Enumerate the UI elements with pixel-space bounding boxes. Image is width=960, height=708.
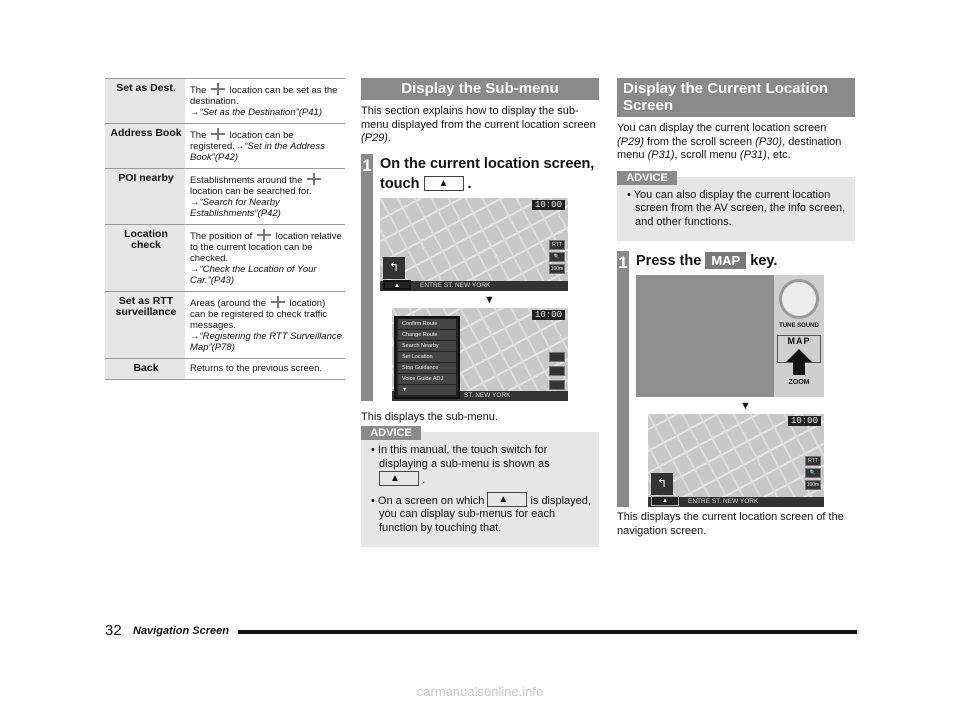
footer-title: Navigation Screen <box>133 625 229 637</box>
page-ref-link[interactable]: (P30) <box>755 135 783 148</box>
result-text: This displays the current location screen of the navigation screen. <box>617 511 844 537</box>
submenu-key-icon: ▲ <box>383 280 411 290</box>
menu-item: Stop Guidance <box>398 363 456 373</box>
step-1 <box>617 251 855 507</box>
row-desc: Areas (around the location) can be registered to check traffic messages. →“Registering the RTT Surveillance Map”(P78) <box>185 292 345 359</box>
advice-item: • You can also display the current location screen from the AV screen, the info screen, and other functions. <box>627 188 846 228</box>
page-ref-link[interactable]: (P29) <box>617 135 644 148</box>
map-key-icon: MAP <box>705 252 746 269</box>
scale-button: 100m <box>806 482 820 488</box>
row-key: Address Book <box>105 124 185 169</box>
row-desc: The location can be registered.→“Set in the Address Book”(P42) <box>185 124 345 169</box>
side-button <box>549 380 565 390</box>
cross-cursor-icon <box>256 229 272 241</box>
row-desc: Establishments around the location can be searched for. →“Search for Nearby Establishments”(P42) <box>185 169 345 225</box>
page-number: 32 <box>105 622 122 639</box>
step-number: 1 <box>617 251 629 507</box>
page-ref-link[interactable]: →“Set as the Destination”(P41) <box>190 107 323 118</box>
step-number: 1 <box>361 154 373 401</box>
advice-label: ADVICE <box>617 171 677 185</box>
watermark: carmanualsonline.info <box>416 684 544 699</box>
row-desc: The location can be set as the destination. →“Set as the Destination”(P41) <box>185 79 345 124</box>
rtt-button: RTT <box>549 240 565 250</box>
zoom-icon: 🔍 <box>805 468 821 478</box>
submenu-list <box>394 316 460 399</box>
side-button <box>549 366 565 376</box>
street-name: ENTRE ST. NEW YORK <box>648 497 824 507</box>
section-heading: Display the Sub-menu <box>361 78 599 100</box>
zoom-icon: 🔍 <box>549 252 565 262</box>
turn-arrow-icon: ↰ <box>651 473 673 495</box>
rtt-button: RTT <box>805 456 821 466</box>
turn-arrow-icon: ↰ <box>383 257 405 279</box>
cross-cursor-icon <box>306 173 322 185</box>
table-row <box>105 292 345 359</box>
zoom-label: ZOOM <box>788 379 810 386</box>
down-arrow-icon: ▼ <box>740 400 751 412</box>
clock-display: 10:00 <box>532 310 565 320</box>
cross-cursor-icon <box>210 83 226 95</box>
side-button <box>549 352 565 362</box>
submenu-key-icon: ▲ <box>424 176 464 191</box>
knob-icon <box>779 279 819 319</box>
step-1 <box>361 154 599 401</box>
row-key: Set as Dest. <box>105 79 185 124</box>
street-name: ENTRE ST. NEW YORK <box>380 281 568 291</box>
page-footer <box>105 622 857 642</box>
page-ref-link[interactable]: →“Search for Nearby Establishments”(P42) <box>190 197 281 219</box>
page-ref-link[interactable]: (P31) <box>739 149 767 161</box>
page-ref-link[interactable]: (P29) <box>361 132 388 144</box>
step-title: Press the MAP key. <box>636 253 778 269</box>
page-ref-link[interactable]: →“Set in the Address Book”(P42) <box>190 141 325 163</box>
scale-button: 100m <box>550 265 564 272</box>
table-row <box>105 79 345 124</box>
row-key: Back <box>105 359 185 380</box>
submenu-key-icon: ▲ <box>487 492 527 507</box>
footer-rule <box>238 630 857 634</box>
advice-item: • In this manual, the touch switch for displaying a sub-menu is shown as ▲ . <box>371 444 550 486</box>
menu-item: Confirm Route <box>398 319 456 329</box>
menu-item: Set Location <box>398 352 456 362</box>
page-ref-link[interactable]: (P31) <box>647 149 675 161</box>
table-row <box>105 225 345 292</box>
nav-screen-image <box>380 198 568 291</box>
intro-paragraph: This section explains how to display the sub-menu displayed from the current location screen (P29). <box>361 105 596 144</box>
nav-screen-image <box>648 414 824 507</box>
menu-item: Search Nearby <box>398 341 456 351</box>
row-desc: The position of location relative to the current location can be checked. →“Check the Location of Your Car.”(P43) <box>185 225 345 292</box>
table-row <box>105 124 345 169</box>
table-row <box>105 169 345 225</box>
nav-submenu-screen-image <box>392 308 568 401</box>
clock-display: 10:00 <box>532 200 565 210</box>
knob-label: TUNE SOUND <box>779 323 819 329</box>
advice-item: • On a screen on which ▲ is displayed, you can display sub-menus for each function by touching that. <box>371 493 591 534</box>
advice-box <box>361 427 599 547</box>
row-key: Set as RTT surveillance <box>105 292 185 359</box>
page-ref-link[interactable]: →“Registering the RTT Surveillance Map”(P78) <box>190 331 342 353</box>
step-title: On the current location screen, touch ▲ . <box>380 155 595 192</box>
advice-label: ADVICE <box>361 426 421 440</box>
submenu-section <box>361 78 599 547</box>
menu-item: Voice Guide ADJ <box>398 374 456 384</box>
menu-item: Change Route <box>398 330 456 340</box>
street-name: ST. NEW YORK <box>392 391 568 401</box>
row-desc: Returns to the previous screen. <box>185 359 345 380</box>
row-key: POI nearby <box>105 169 185 225</box>
page-ref-link[interactable]: →“Check the Location of Your Car.”(P43) <box>190 264 317 286</box>
clock-display: 10:00 <box>788 416 821 426</box>
down-arrow-icon: ▼ <box>484 293 495 306</box>
submenu-key-icon: ▲ <box>651 496 679 506</box>
row-key: Location check <box>105 225 185 292</box>
advice-box <box>617 171 855 242</box>
cross-cursor-icon <box>270 296 286 308</box>
intro-paragraph: You can display the current location screen (P29) from the scroll screen (P30), destination menu (P31), scroll menu (P31), etc. <box>617 122 842 161</box>
cross-cursor-icon <box>210 128 226 140</box>
current-location-section <box>617 78 855 538</box>
head-unit-image <box>636 275 824 397</box>
result-text: This displays the sub-menu. <box>361 410 498 423</box>
collapse-icon: ▼ <box>398 385 456 395</box>
table-row <box>105 359 345 380</box>
section-heading: Display the Current Location Screen <box>617 78 855 117</box>
submenu-key-icon: ▲ <box>379 471 419 486</box>
map-key-button: MAP <box>777 335 821 363</box>
options-table <box>105 78 345 380</box>
